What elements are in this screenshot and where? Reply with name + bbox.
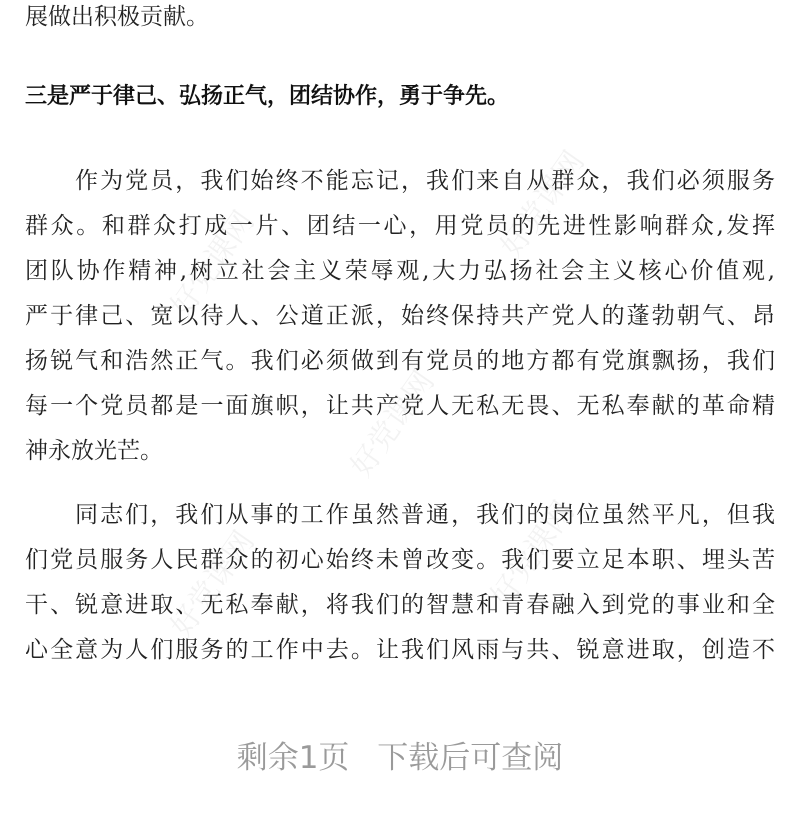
watermark: 好党课网 xyxy=(164,204,262,324)
text-line: 干、锐意进取、无私奉献，将我们的智慧和青春融入到党的事业和全 xyxy=(25,592,775,618)
watermark: 好党课网 xyxy=(164,524,262,644)
text-line: 群众。和群众打成一片、团结一心，用党员的先进性影响群众,发挥 xyxy=(25,213,775,239)
text-line: 扬锐气和浩然正气。我们必须做到有党员的地方都有党旗飘扬，我们 xyxy=(25,348,775,374)
text-line: 每一个党员都是一面旗帜，让共产党人无私无畏、无私奉献的革命精 xyxy=(25,393,775,419)
section-heading: 三是严于律己、弘扬正气，团结协作，勇于争先。 xyxy=(25,84,510,109)
text-line: 展做出积极贡献。 xyxy=(25,4,209,30)
text-line: 神永放光芒。 xyxy=(25,438,163,464)
text-line: 同志们，我们从事的工作虽然普通，我们的岗位虽然平凡，但我 xyxy=(75,502,775,528)
text-line: 心全意为人们服务的工作中去。让我们风雨与共、锐意进取，创造不 xyxy=(25,637,775,663)
download-to-view-prompt[interactable]: 剩余1页 下载后可查阅 xyxy=(236,740,564,776)
watermark: 好党课网 xyxy=(344,364,442,484)
watermark: 好党课网 xyxy=(494,144,592,264)
text-line: 严于律己、宽以待人、公道正派，始终保持共产党人的蓬勃朝气、昂 xyxy=(25,303,775,329)
text-line: 们党员服务人民群众的初心始终未曾改变。我们要立足本职、埋头苦 xyxy=(25,547,775,573)
text-line: 作为党员，我们始终不能忘记，我们来自从群众，我们必须服务 xyxy=(75,168,775,194)
watermark: 好党课网 xyxy=(484,494,582,614)
text-line: 团队协作精神,树立社会主义荣辱观,大力弘扬社会主义核心价值观, xyxy=(25,258,775,284)
